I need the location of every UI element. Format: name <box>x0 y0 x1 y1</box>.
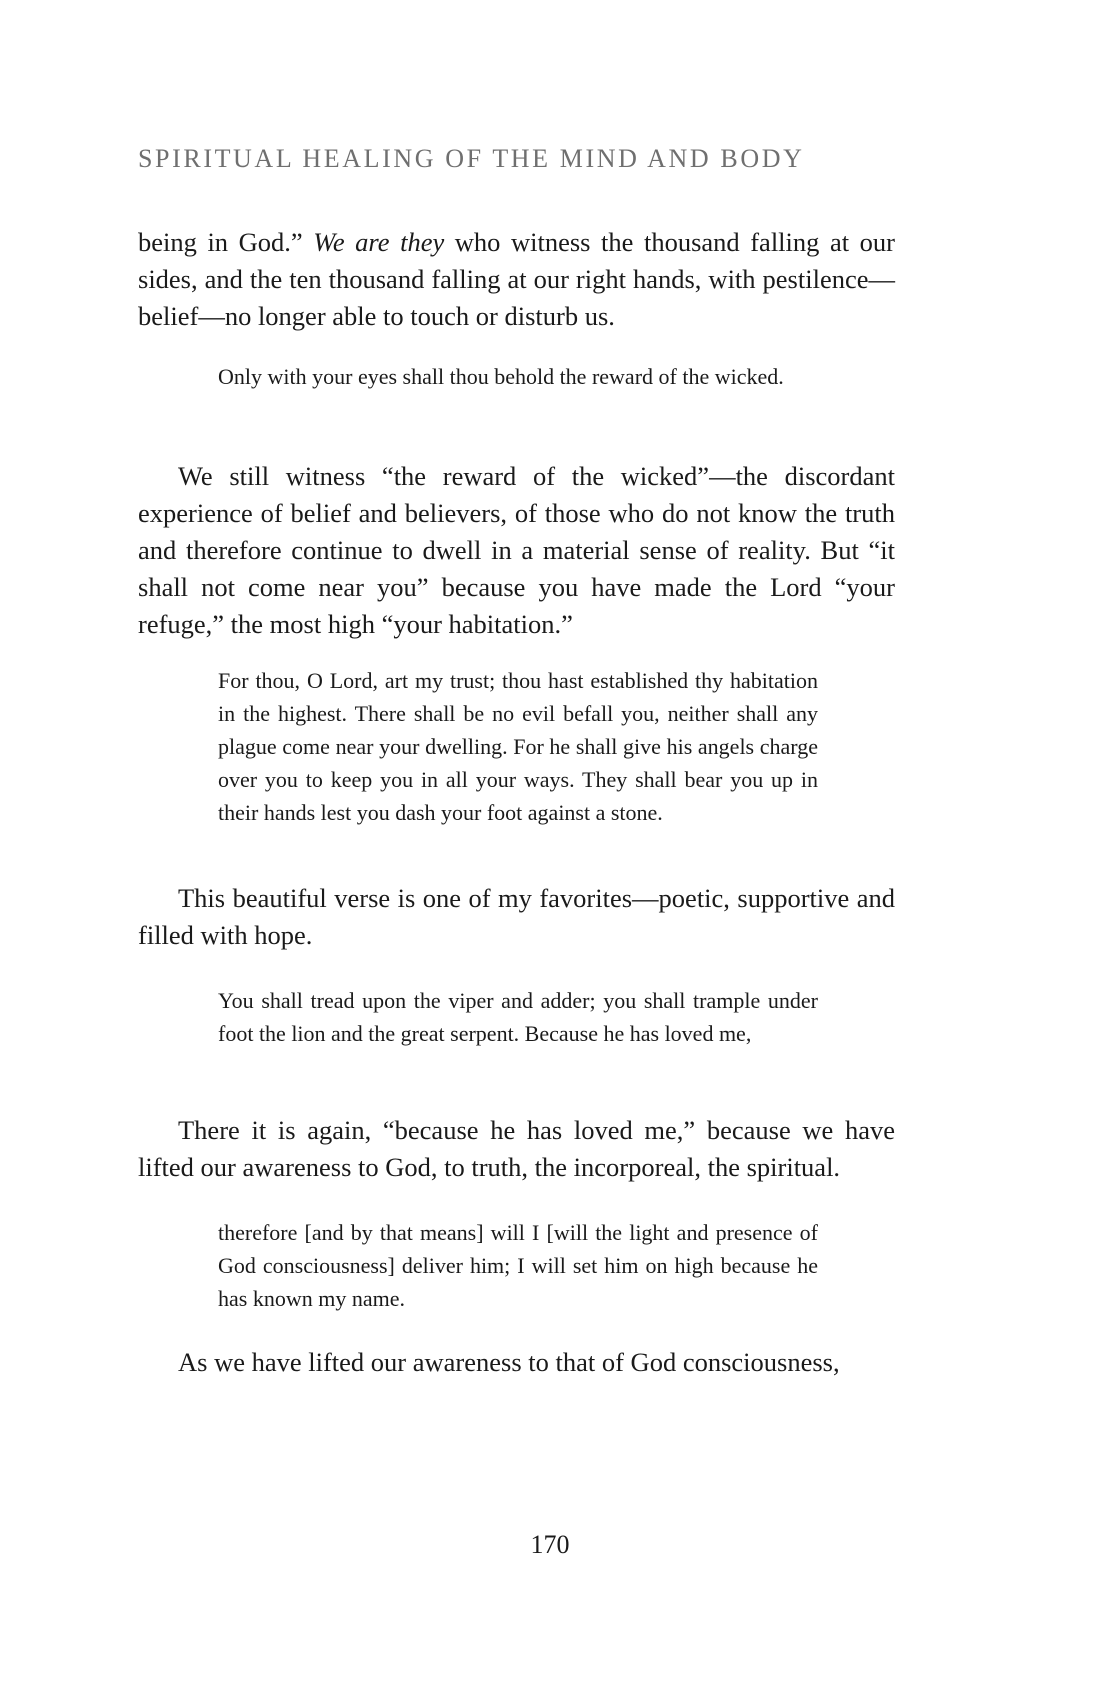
paragraph-1-end: who witness the thousand falling at our sides, and the ten thousand falling at our right hands, with pestilence—belief—no longer able to touch or disturb us. <box>138 227 895 331</box>
running-head: SPIRITUAL HEALING OF THE MIND AND BODY <box>138 144 805 173</box>
paragraph-1-start: being in God.” <box>138 227 314 257</box>
block-quote-4: therefore [and by that means] will I [will the light and presence of God consciousness] deliver him; I will set him on high because he has known my name. <box>218 1220 818 1311</box>
paragraph-5: As we have lifted our awareness to that of God consciousness, <box>178 1347 840 1377</box>
paragraph-3: This beautiful verse is one of my favorites—poetic, supportive and filled with hope. <box>138 883 895 950</box>
page-number: 170 <box>530 1530 570 1559</box>
block-quote-2: For thou, O Lord, art my trust; thou hast established thy habitation in the highest. There shall be no evil befall you, neither shall any plague come near your dwelling. For he shall give his angels charge over you to keep you in all your ways. They shall bear you up in their hands lest you dash your foot against a stone. <box>218 668 818 825</box>
paragraph-2: We still witness “the reward of the wicked”—the discordant experience of belief and believers, of those who do not know the truth and therefore continue to dwell in a material sense of reality. But “it shall not come near you” because you have made the Lord “your refuge,” the most high “your habitation.” <box>138 461 895 639</box>
paragraph-1 <box>138 224 895 335</box>
paragraph-1-emphasis: We are they <box>313 227 445 257</box>
paragraph-4: There it is again, “because he has loved me,” because we have lifted our awareness to God, to truth, the incorporeal, the spiritual. <box>138 1115 895 1182</box>
block-quote-1: Only with your eyes shall thou behold the reward of the wicked. <box>218 364 784 389</box>
block-quote-3: You shall tread upon the viper and adder; you shall trample under foot the lion and the great serpent. Because he has loved me, <box>218 988 818 1046</box>
